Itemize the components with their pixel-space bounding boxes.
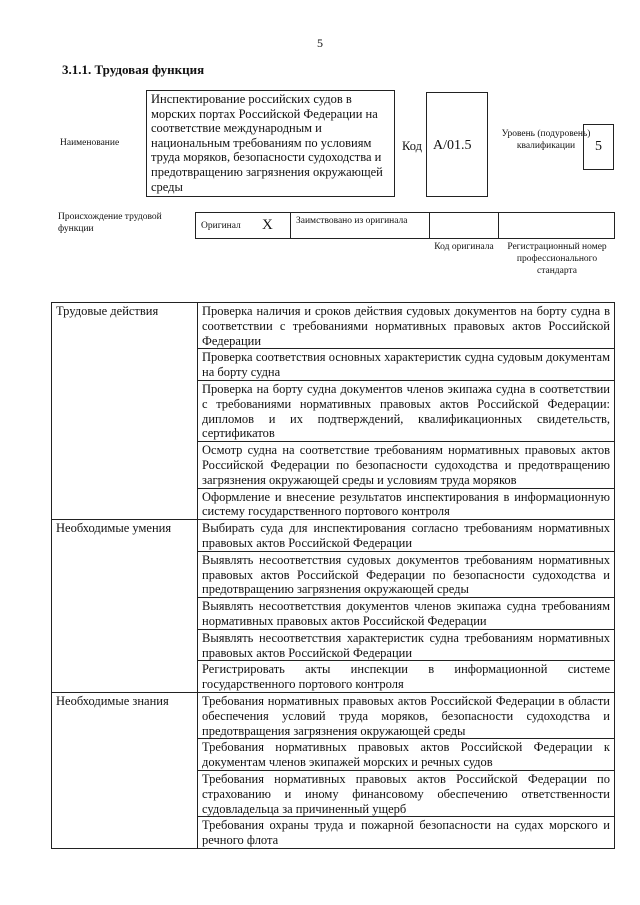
function-details-table <box>51 302 615 849</box>
code-label: Код <box>402 139 422 153</box>
table-row <box>52 692 615 738</box>
row-item-text: Выявлять несоответствия судовых документов требованиям нормативных правовых актов Российской Федерации по безопасности судоходства и предотвращению загрязнения окружающей среды <box>198 551 615 597</box>
table-row <box>52 303 615 349</box>
row-group-label: Необходимые знания <box>52 692 198 848</box>
function-name-box <box>146 90 395 197</box>
origin-original-cell <box>195 212 291 239</box>
row-item-text: Выбирать суда для инспектирования согласно требованиям нормативных правовых актов Российской Федерации <box>198 520 615 552</box>
code-original-cell <box>429 212 499 239</box>
row-item-text: Регистрировать акты инспекции в информационной системе государственного портового контроля <box>198 661 615 693</box>
reg-number-cell <box>498 212 615 239</box>
table-row <box>52 520 615 552</box>
row-item-text: Выявлять несоответствия характеристик судна требованиям нормативных правовых актов Российской Федерации <box>198 629 615 661</box>
row-item-text: Оформление и внесение результатов инспектирования в информационную систему государственного портового контроля <box>198 488 615 520</box>
row-item-text: Проверка на борту судна документов членов экипажа судна в соответствии с требованиями нормативных правовых актов Российской Федерации: дипломов и их подтверждений, квалификационных свидетельств, сертификатов <box>198 380 615 441</box>
origin-borrowed-cell <box>290 212 430 239</box>
original-label: Оригинал <box>201 221 241 231</box>
qualification-level-label: Уровень (подуровень) квалификации <box>501 129 591 151</box>
function-name: Инспектирование российских судов в морских портах Российской Федерации на соответствие международным и национальным требованиям по условиям труда моряков, безопасности судоходства и предотвращению загрязнения окружающей среды <box>151 92 383 194</box>
borrowed-label: Заимствовано из оригинала <box>296 216 408 226</box>
code-value: A/01.5 <box>433 138 472 153</box>
row-item-text: Требования нормативных правовых актов Российской Федерации в области обеспечения условий труда моряков, безопасности судоходства и предотвращения загрязнения окружающей среды <box>198 692 615 738</box>
code-original-caption: Код оригинала <box>434 242 494 252</box>
row-item-text: Проверка наличия и сроков действия судовых документов на борту судна в соответствии с требованиями нормативных правовых актов Российской Федерации <box>198 303 615 349</box>
row-item-text: Требования нормативных правовых актов Российской Федерации к документам членов экипажей морских и речных судов <box>198 739 615 771</box>
section-title: 3.1.1. Трудовая функция <box>62 62 205 77</box>
original-mark: X <box>262 217 273 233</box>
row-group-label: Необходимые умения <box>52 520 198 693</box>
name-label: Наименование <box>60 138 120 148</box>
qualification-level-box <box>583 124 614 170</box>
row-item-text: Проверка соответствия основных характеристик судна судовым документам на борту судна <box>198 349 615 381</box>
page-number: 5 <box>317 36 323 50</box>
code-box <box>426 92 488 197</box>
origin-label: Происхождение трудовой функции <box>58 212 162 234</box>
row-group-label: Трудовые действия <box>52 303 198 520</box>
row-item-text: Требования нормативных правовых актов Российской Федерации по страхованию и иному финансовому обеспечению ответственности судовладельца за причиненный ущерб <box>198 770 615 816</box>
row-item-text: Выявлять несоответствия документов членов экипажа судна требованиям нормативных правовых актов Российской Федерации <box>198 598 615 630</box>
row-item-text: Осмотр судна на соответствие требованиям нормативных правовых актов Российской Федерации по безопасности судоходства и предотвращению загрязнения окружающей среды и условиям труда моряков <box>198 442 615 488</box>
qualification-level-value: 5 <box>595 139 602 154</box>
row-item-text: Требования охраны труда и пожарной безопасности на судах морского и речного флота <box>198 817 615 849</box>
reg-number-caption: Регистрационный номер профессионального стандарта <box>507 242 607 276</box>
